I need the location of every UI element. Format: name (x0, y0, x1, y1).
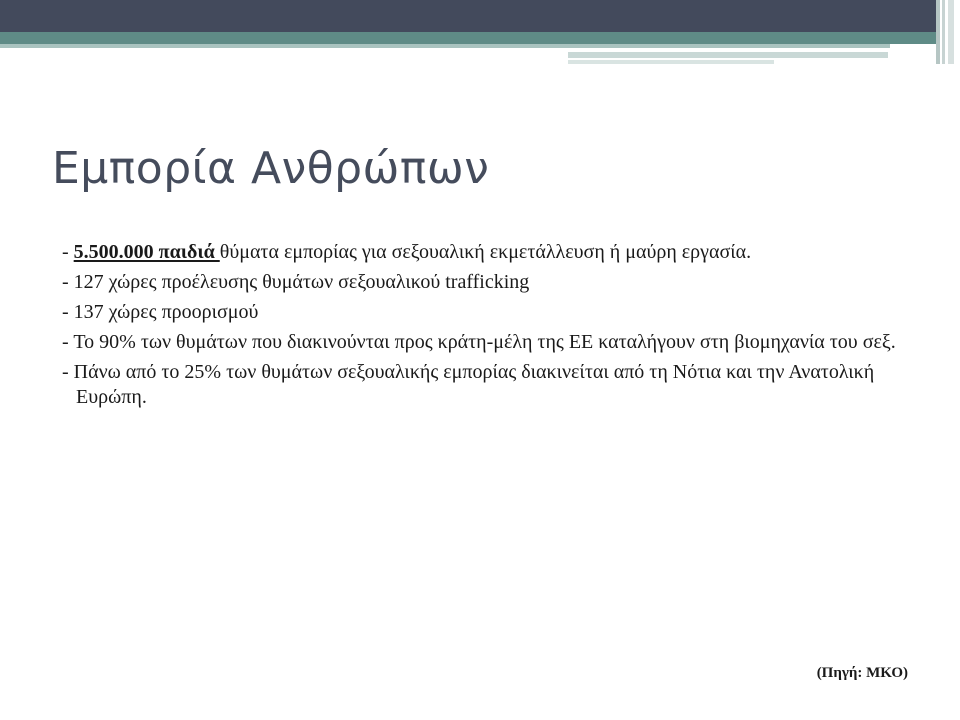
bullet-item (62, 330, 922, 355)
bullet-item (62, 240, 922, 265)
bullet-list (62, 240, 922, 415)
bullet-item (62, 300, 922, 325)
bullet-prefix: - (62, 241, 74, 263)
header-band-dark (0, 0, 936, 32)
bullet-prefix: - (62, 301, 74, 323)
header-vertical-stripe (948, 0, 954, 64)
bullet-text: θύματα εμπορίας για σεξουαλική εκμετάλλευση ή μαύρη εργασία. (219, 241, 752, 263)
header-sub-band (568, 52, 888, 58)
header-band-teal-light (0, 44, 890, 48)
bullet-text: 137 χώρες προορισμού (73, 301, 259, 323)
bullet-text: Πάνω από το 25% των θυμάτων σεξουαλικής εμπορίας διακινείται από τη Νότια και την Ανατολική Ευρώπη. (73, 361, 875, 408)
slide-title: Εμπορία Ανθρώπων (52, 143, 490, 194)
header-vertical-stripe (936, 0, 940, 64)
bullet-prefix: - (62, 361, 74, 383)
header-band-teal (0, 32, 936, 44)
bullet-text: Το 90% των θυμάτων που διακινούνται προς κράτη-μέλη της ΕΕ καταλήγουν στη βιομηχανία του σεξ. (73, 331, 896, 353)
bullet-item (62, 360, 922, 410)
bullet-emphasis: 5.500.000 παιδιά (73, 241, 220, 263)
bullet-prefix: - (62, 271, 74, 293)
source-note: (Πηγή: ΜΚΟ) (816, 665, 908, 681)
bullet-prefix: - (62, 331, 74, 353)
header-vertical-stripe (942, 0, 945, 64)
header-sub-band-2 (568, 60, 774, 64)
bullet-item (62, 270, 922, 295)
bullet-text: 127 χώρες προέλευσης θυμάτων σεξουαλικού trafficking (73, 271, 530, 293)
